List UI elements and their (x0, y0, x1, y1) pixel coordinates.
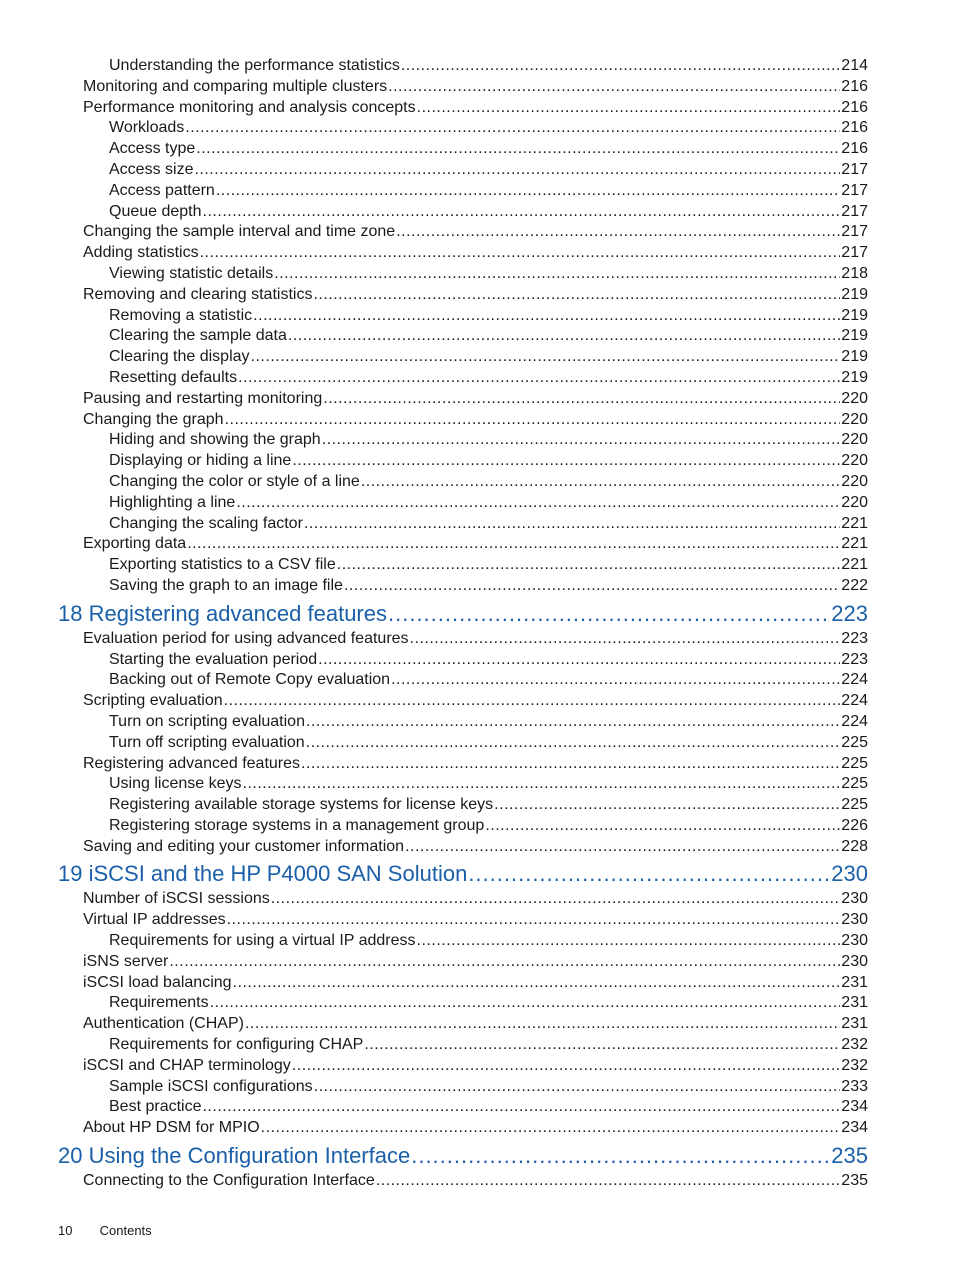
table-of-contents (0, 56, 954, 1192)
dot-leader (185, 118, 840, 139)
toc-entry-title: Changing the graph (83, 410, 224, 428)
dot-leader (245, 1014, 840, 1035)
toc-entry[interactable] (109, 430, 868, 451)
dot-leader (313, 285, 840, 306)
dot-leader (417, 98, 841, 119)
dot-leader (306, 712, 840, 733)
dot-leader (261, 1118, 841, 1139)
toc-entry-title: Registering advanced features (83, 754, 301, 772)
toc-entry[interactable] (83, 1118, 868, 1139)
toc-entry-page: 231 (841, 994, 868, 1012)
toc-entry-title: Requirements for configuring CHAP (109, 1036, 364, 1054)
toc-entry[interactable] (109, 56, 868, 77)
toc-entry-page: 220 (841, 410, 868, 428)
dot-leader (361, 472, 840, 493)
toc-entry[interactable] (83, 837, 868, 858)
toc-entry-page: 225 (841, 796, 868, 814)
toc-chapter-entry[interactable] (58, 598, 868, 629)
toc-entry-title: Clearing the display (109, 348, 250, 366)
toc-entry[interactable] (83, 952, 868, 973)
dot-leader (227, 910, 841, 931)
toc-entry-page: 230 (841, 890, 868, 908)
toc-entry-title: Virtual IP addresses (83, 911, 226, 929)
toc-entry[interactable] (109, 181, 868, 202)
toc-entry-page: 224 (841, 671, 868, 689)
toc-entry-title: Evaluation period for using advanced features (83, 629, 409, 647)
toc-entry-page: 220 (841, 493, 868, 511)
dot-leader (323, 389, 840, 410)
toc-entry[interactable] (109, 993, 868, 1014)
dot-leader (210, 993, 841, 1014)
toc-entry[interactable] (83, 1014, 868, 1035)
toc-entry[interactable] (109, 118, 868, 139)
toc-entry-page: 224 (841, 692, 868, 710)
toc-entry[interactable] (109, 347, 868, 368)
toc-entry-title: Hiding and showing the graph (109, 431, 321, 449)
dot-leader (292, 451, 840, 472)
toc-entry[interactable] (83, 77, 868, 98)
toc-entry-page: 221 (841, 556, 868, 574)
toc-entry[interactable] (109, 1035, 868, 1056)
toc-entry-title: About HP DSM for MPIO (83, 1119, 260, 1137)
dot-leader (288, 326, 840, 347)
toc-entry-title: Authentication (CHAP) (83, 1015, 244, 1033)
toc-entry-page: 218 (841, 264, 868, 282)
toc-entry[interactable] (109, 202, 868, 223)
dot-leader (292, 1056, 841, 1077)
dot-leader (203, 202, 841, 223)
toc-entry-title: Access pattern (109, 181, 215, 199)
toc-entry-page: 220 (841, 452, 868, 470)
toc-entry-title: Connecting to the Configuration Interface (83, 1172, 375, 1190)
dot-leader (401, 56, 840, 77)
toc-entry-page: 230 (831, 861, 868, 887)
toc-entry[interactable] (83, 1056, 868, 1077)
dot-leader (411, 1140, 830, 1171)
dot-leader (251, 347, 841, 368)
dot-leader (216, 181, 840, 202)
toc-entry-title: Turn on scripting evaluation (109, 712, 305, 730)
toc-entry-page: 230 (841, 932, 868, 950)
toc-entry-page: 225 (841, 733, 868, 751)
toc-entry-title: Exporting statistics to a CSV file (109, 556, 336, 574)
toc-entry-title: Performance monitoring and analysis concepts (83, 98, 416, 116)
dot-leader (314, 1077, 841, 1098)
toc-entry[interactable] (109, 264, 868, 285)
toc-entry-title: Pausing and restarting monitoring (83, 389, 323, 407)
toc-entry-page: 219 (841, 327, 868, 345)
dot-leader (494, 795, 840, 816)
toc-entry-title: Viewing statistic details (109, 264, 274, 282)
toc-entry[interactable] (83, 691, 868, 712)
toc-entry[interactable] (109, 576, 868, 597)
dot-leader (337, 555, 841, 576)
toc-entry-page: 221 (841, 514, 868, 532)
dot-leader (376, 1171, 841, 1192)
toc-entry-page: 217 (841, 202, 868, 220)
toc-entry[interactable] (83, 285, 868, 306)
toc-entry[interactable] (109, 1097, 868, 1118)
toc-entry-page: 230 (841, 911, 868, 929)
toc-entry[interactable] (83, 910, 868, 931)
toc-entry-title: Turn off scripting evaluation (109, 733, 305, 751)
toc-entry-title: iSCSI load balancing (83, 973, 232, 991)
toc-entry-page: 231 (841, 1015, 868, 1033)
toc-entry[interactable] (109, 712, 868, 733)
dot-leader (225, 410, 841, 431)
toc-entry[interactable] (109, 139, 868, 160)
toc-entry-title: Workloads (109, 119, 185, 137)
toc-entry-title: Monitoring and comparing multiple clusters (83, 77, 388, 95)
toc-entry-page: 220 (841, 472, 868, 490)
toc-entry[interactable] (83, 410, 868, 431)
dot-leader (194, 160, 840, 181)
toc-entry-title: Removing a statistic (109, 306, 253, 324)
toc-entry-title: Highlighting a line (109, 493, 236, 511)
toc-entry[interactable] (83, 534, 868, 555)
toc-chapter-entry[interactable] (58, 1140, 868, 1171)
toc-entry-page: 223 (831, 600, 868, 626)
toc-entry[interactable] (83, 889, 868, 910)
toc-entry-title: Access type (109, 140, 196, 158)
toc-entry-title: 19 iSCSI and the HP P4000 SAN Solution (58, 861, 468, 887)
dot-leader (322, 430, 841, 451)
toc-entry[interactable] (109, 931, 868, 952)
dot-leader (410, 629, 841, 650)
toc-entry[interactable] (83, 754, 868, 775)
toc-entry[interactable] (109, 368, 868, 389)
toc-entry[interactable] (83, 243, 868, 264)
toc-entry-page: 228 (841, 837, 868, 855)
toc-entry[interactable] (109, 733, 868, 754)
dot-leader (364, 1035, 840, 1056)
toc-entry-page: 223 (841, 629, 868, 647)
toc-entry[interactable] (109, 650, 868, 671)
toc-entry[interactable] (109, 472, 868, 493)
dot-leader (271, 889, 841, 910)
footer-label: Contents (99, 1223, 152, 1238)
dot-leader (405, 837, 840, 858)
toc-entry-title: Changing the color or style of a line (109, 472, 360, 490)
toc-entry[interactable] (109, 160, 868, 181)
toc-entry[interactable] (109, 451, 868, 472)
toc-entry[interactable] (109, 774, 868, 795)
toc-entry-page: 216 (841, 119, 868, 137)
toc-entry-title: Registering storage systems in a management group (109, 816, 485, 834)
toc-entry-page: 225 (841, 754, 868, 772)
toc-entry[interactable] (109, 670, 868, 691)
toc-entry-title: iSCSI and CHAP terminology (83, 1056, 291, 1074)
dot-leader (468, 858, 830, 889)
toc-entry-page: 216 (841, 98, 868, 116)
toc-entry-title: Changing the scaling factor (109, 514, 303, 532)
dot-leader (200, 243, 841, 264)
toc-entry-page: 219 (841, 368, 868, 386)
toc-entry-title: Saving and editing your customer information (83, 837, 405, 855)
dot-leader (301, 754, 840, 775)
toc-entry-page: 235 (841, 1172, 868, 1190)
toc-entry-page: 223 (841, 650, 868, 668)
toc-entry-title: Changing the sample interval and time zone (83, 223, 396, 241)
toc-entry[interactable] (109, 1077, 868, 1098)
dot-leader (485, 816, 840, 837)
toc-entry-page: 226 (841, 816, 868, 834)
dot-leader (196, 139, 840, 160)
dot-leader (238, 368, 840, 389)
toc-chapter-entry[interactable] (58, 858, 868, 889)
toc-entry-title: 20 Using the Configuration Interface (58, 1143, 411, 1169)
toc-entry-page: 221 (841, 535, 868, 553)
dot-leader (253, 306, 840, 327)
toc-entry-page: 222 (841, 576, 868, 594)
toc-entry-page: 220 (841, 431, 868, 449)
dot-leader (274, 264, 840, 285)
toc-entry-title: Sample iSCSI configurations (109, 1077, 313, 1095)
toc-entry-title: Using license keys (109, 775, 242, 793)
toc-entry-title: Removing and clearing statistics (83, 285, 313, 303)
dot-leader (318, 650, 840, 671)
toc-entry-title: Understanding the performance statistics (109, 57, 400, 74)
toc-entry-page: 224 (841, 712, 868, 730)
dot-leader (306, 733, 841, 754)
dot-leader (388, 598, 830, 629)
toc-entry-page: 235 (831, 1143, 868, 1169)
toc-entry[interactable] (83, 222, 868, 243)
toc-entry-page: 217 (841, 181, 868, 199)
toc-entry-title: Requirements (109, 994, 209, 1012)
toc-entry-title: Resetting defaults (109, 368, 238, 386)
page-footer (58, 1223, 152, 1238)
toc-entry-page: 219 (841, 306, 868, 324)
toc-entry-title: Access size (109, 160, 194, 178)
toc-entry[interactable] (83, 389, 868, 410)
toc-entry[interactable] (83, 973, 868, 994)
footer-page-number: 10 (58, 1223, 73, 1238)
dot-leader (169, 952, 840, 973)
toc-entry-page: 230 (841, 952, 868, 970)
toc-entry-title: Clearing the sample data (109, 327, 287, 345)
toc-entry[interactable] (109, 795, 868, 816)
dot-leader (236, 493, 840, 514)
dot-leader (187, 534, 840, 555)
toc-entry[interactable] (109, 514, 868, 535)
toc-entry-page: 216 (841, 77, 868, 95)
dot-leader (233, 973, 841, 994)
toc-entry-title: Backing out of Remote Copy evaluation (109, 671, 391, 689)
dot-leader (243, 774, 841, 795)
dot-leader (202, 1097, 840, 1118)
toc-entry[interactable] (83, 1171, 868, 1192)
toc-entry-title: Scripting evaluation (83, 692, 223, 710)
toc-entry[interactable] (109, 493, 868, 514)
toc-entry-title: Number of iSCSI sessions (83, 890, 270, 908)
toc-entry-page: 220 (841, 389, 868, 407)
dot-leader (391, 670, 840, 691)
dot-leader (304, 514, 840, 535)
toc-entry-page: 219 (841, 348, 868, 366)
toc-entry-title: iSNS server (83, 952, 169, 970)
toc-entry-page: 232 (841, 1036, 868, 1054)
toc-entry-title: Displaying or hiding a line (109, 452, 292, 470)
dot-leader (417, 931, 841, 952)
toc-entry-title: Requirements for using a virtual IP address (109, 932, 416, 950)
toc-entry-title: Best practice (109, 1098, 202, 1116)
toc-entry[interactable] (83, 98, 868, 119)
toc-entry-page: 217 (841, 244, 868, 262)
toc-entry-page: 231 (841, 973, 868, 991)
toc-entry-page: 234 (841, 1119, 868, 1137)
toc-entry-title: Adding statistics (83, 244, 199, 262)
toc-entry[interactable] (109, 326, 868, 347)
toc-entry-page: 216 (841, 140, 868, 158)
dot-leader (396, 222, 840, 243)
dot-leader (344, 576, 840, 597)
toc-entry-page: 233 (841, 1077, 868, 1095)
toc-entry-page: 232 (841, 1056, 868, 1074)
toc-entry-page: 217 (841, 223, 868, 241)
toc-entry-page: 234 (841, 1098, 868, 1116)
dot-leader (388, 77, 840, 98)
toc-entry-page: 225 (841, 775, 868, 793)
toc-entry[interactable] (109, 816, 868, 837)
toc-entry[interactable] (109, 306, 868, 327)
toc-entry-page: 219 (841, 285, 868, 303)
toc-entry-page: 217 (841, 160, 868, 178)
toc-entry-page: 214 (841, 57, 868, 74)
toc-entry-title: Registering available storage systems for license keys (109, 796, 494, 814)
toc-entry-title: Exporting data (83, 535, 187, 553)
toc-entry-title: Starting the evaluation period (109, 650, 318, 668)
toc-entry[interactable] (83, 629, 868, 650)
toc-entry-title: Saving the graph to an image file (109, 576, 343, 594)
toc-entry-title: Queue depth (109, 202, 202, 220)
dot-leader (224, 691, 841, 712)
toc-entry-title: 18 Registering advanced features (58, 600, 387, 626)
toc-entry[interactable] (109, 555, 868, 576)
